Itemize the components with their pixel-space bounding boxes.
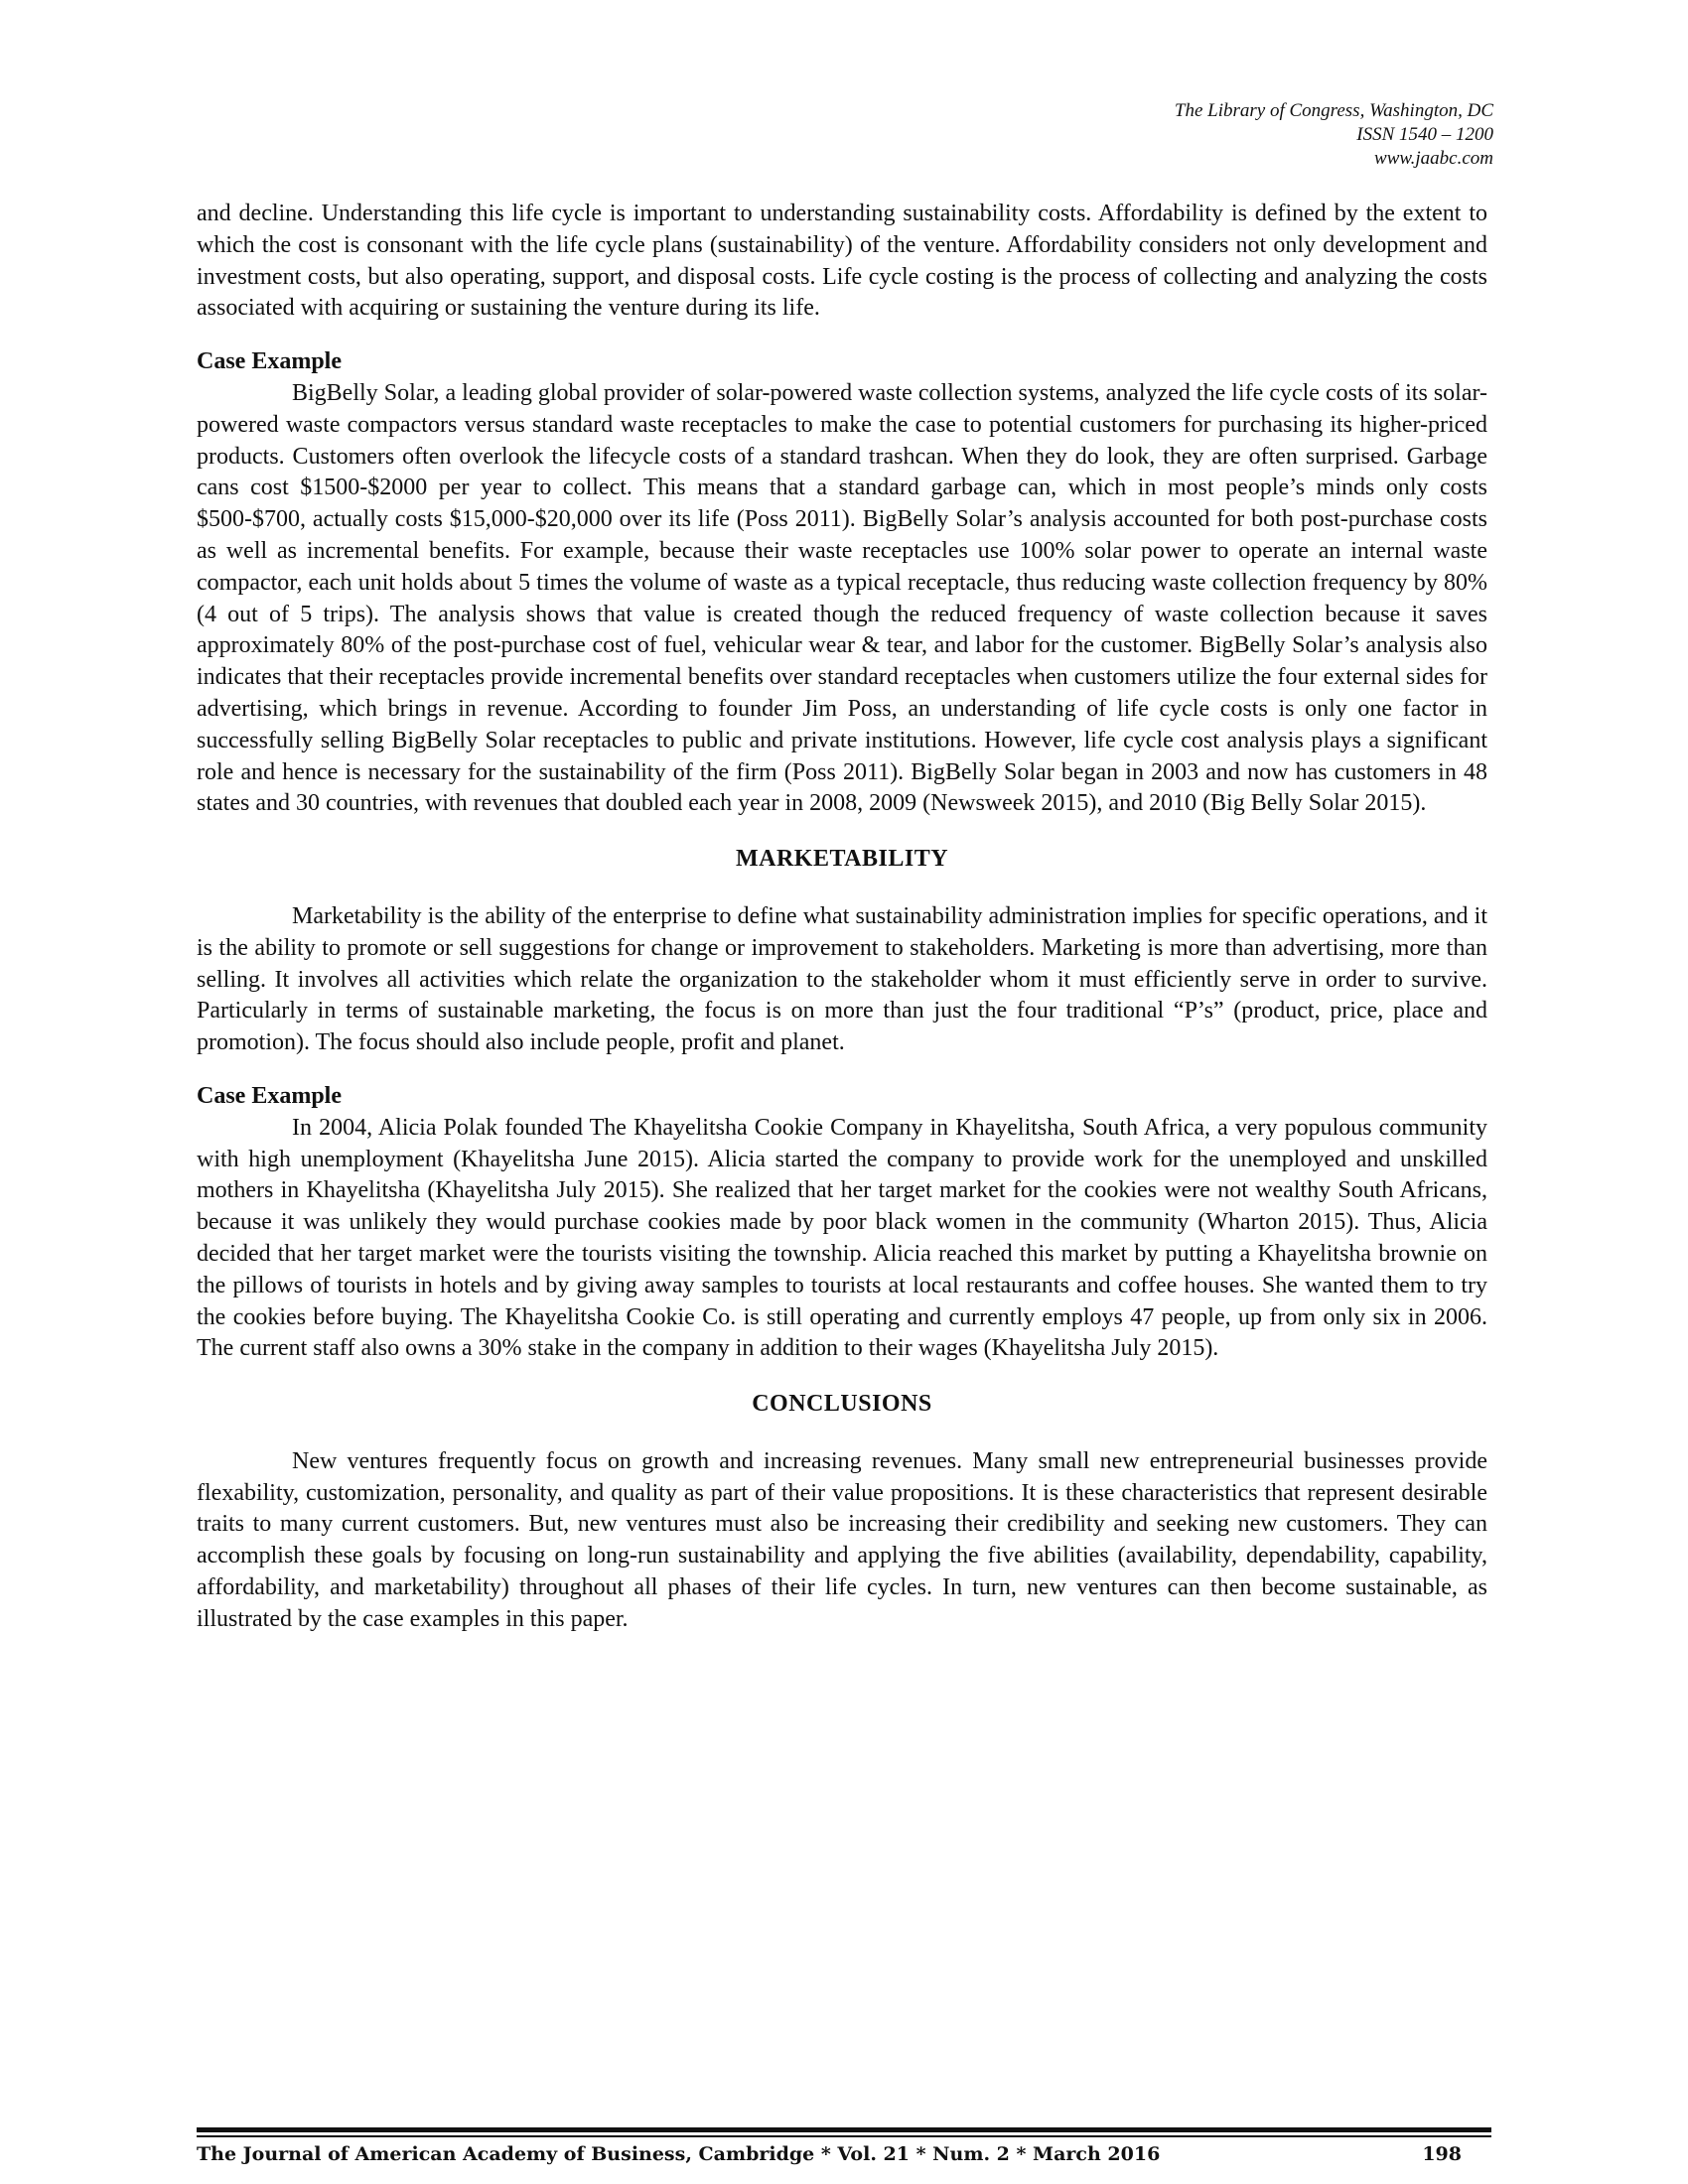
header-website-line: www.jaabc.com (1374, 148, 1493, 169)
page-number: 198 (1422, 2143, 1462, 2165)
paragraph-affordability-continued: and decline. Understanding this life cycle is important to understanding sustainability costs. Affordability is defined by the extent to which the cost is consonant with the life cycle plans (sustainability) of the venture. Affordability considers not only development and investment costs, but also operating, support, and disposal costs. Life cycle costing is the process of collecting and analyzing the costs associated with acquiring or sustaining the venture during its life. (197, 201, 1487, 322)
paragraph-marketability: Marketability is the ability of the enterprise to define what sustainability administration implies for specific operations, and it is the ability to promote or sell suggestions for change or improvement to stakeholders. Marketing is more than advertising, more than selling. It involves all activities which relate the organization to the stakeholder whom it must efficiently serve in order to survive. Particularly in terms of sustainable marketing, the focus is on more than just the four traditional “P’s” (product, price, place and promotion). The focus should also include people, profit and planet. (197, 902, 1487, 1056)
running-header (1175, 99, 1493, 171)
header-issn-line: ISSN 1540 – 1200 (1356, 124, 1493, 145)
paragraph-conclusions: New ventures frequently focus on growth and increasing revenues. Many small new entrepreneurial businesses provide flexability, customization, personality, and quality as part of their value propositions. It is these characteristics that represent desirable traits to many current customers. But, new ventures must also be increasing their credibility and seeking new customers. They can accomplish these goals by focusing on long-run sustainability and applying the five abilities (availability, dependability, capability, affordability, and marketability) throughout all phases of their life cycles. In turn, new ventures can then become sustainable, as illustrated by the case examples in this paper. (197, 1447, 1487, 1632)
header-library-line: The Library of Congress, Washington, DC (1174, 100, 1493, 121)
footer-journal-citation: The Journal of American Academy of Business, Cambridge * Vol. 21 * Num. 2 * March 2016 (197, 2143, 1161, 2165)
paragraph-khayelitsha-case: In 2004, Alicia Polak founded The Khayelitsha Cookie Company in Khayelitsha, South Africa, a very populous community with high unemployment (Khayelitsha June 2015). Alicia started the company to provide work for the unemployed and unskilled mothers in Khayelitsha (Khayelitsha July 2015). She realized that her target market for the cookies were not wealthy South Africans, because it was unlikely they would purchase cookies made by poor black women in the community (Wharton 2015). Thus, Alicia decided that her target market were the tourists visiting the township. Alicia reached this market by putting a Khayelitsha brownie on the pillows of tourists in hotels and by giving away samples to tourists at local restaurants and coffee houses. She wanted them to try the cookies before buying. The Khayelitsha Cookie Co. is still operating and currently employs 47 people, up from only six in 2006. The current staff also owns a 30% stake in the company in addition to their wages (Khayelitsha July 2015). (197, 1114, 1487, 1362)
case-example-heading: Case Example (197, 1082, 342, 1109)
case-example-heading: Case Example (197, 348, 342, 375)
article-body (197, 199, 1487, 1636)
section-title-conclusions: CONCLUSIONS (752, 1391, 932, 1418)
footer-rule-thin (197, 2135, 1491, 2137)
section-title-marketability: MARKETABILITY (735, 846, 949, 873)
footer-rule-thick (197, 2127, 1491, 2132)
footer-divider (197, 2127, 1491, 2137)
paragraph-bigbelly-case: BigBelly Solar, a leading global provider of solar-powered waste collection systems, analyzed the life cycle costs of its solar-powered waste compactors versus standard waste receptacles to make the case to potential customers for purchasing its higher-priced products. Customers often overlook the lifecycle costs of a standard trashcan. When they do look, they are often surprised. Garbage cans cost $1500-$2000 per year to collect. This means that a standard garbage can, which in most people’s minds only costs $500-$700, actually costs $15,000-$20,000 over its life (Poss 2011). BigBelly Solar’s analysis accounted for both post-purchase costs as well as incremental benefits. For example, because their waste receptacles use 100% solar power to operate an internal waste compactor, each unit holds about 5 times the volume of waste as a typical receptacle, thus reducing waste collection frequency by 80% (4 out of 5 trips). The analysis shows that value is created though the reduced frequency of waste collection because it saves approximately 80% of the post-purchase cost of fuel, vehicular wear & tear, and labor for the customer. BigBelly Solar’s analysis also indicates that their receptacles provide incremental benefits over standard receptacles when customers utilize the four external sides for advertising, which brings in revenue. According to founder Jim Poss, an understanding of life cycle costs is only one factor in successfully selling BigBelly Solar receptacles to public and private institutions. However, life cycle cost analysis plays a significant role and hence is necessary for the sustainability of the firm (Poss 2011). BigBelly Solar began in 2003 and now has customers in 48 states and 30 countries, with revenues that doubled each year in 2008, 2009 (Newsweek 2015), and 2010 (Big Belly Solar 2015). (197, 379, 1487, 817)
